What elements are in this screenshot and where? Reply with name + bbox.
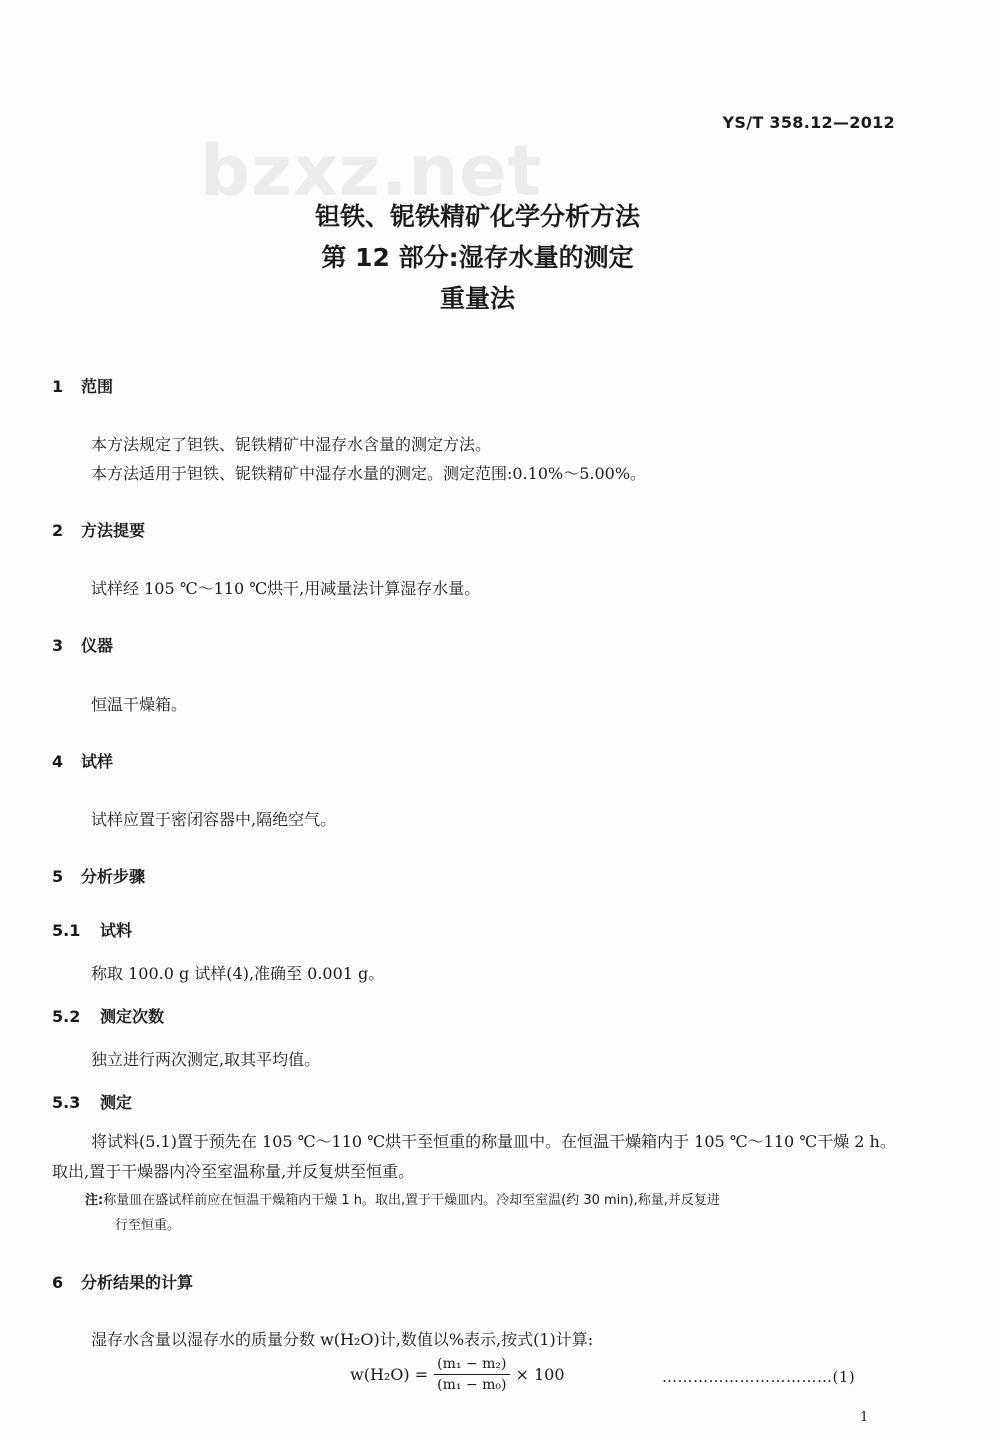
- section-6-heading: [52, 1270, 193, 1293]
- section-title: 方法提要: [81, 521, 146, 540]
- title-line-1: 钽铁、铌铁精矿化学分析方法: [314, 202, 640, 231]
- formula-number-leader: ……………………………(1): [662, 1368, 856, 1386]
- section-4-heading: [52, 749, 113, 772]
- section-number: 2: [52, 521, 64, 540]
- section-5-3-heading: [52, 1090, 132, 1113]
- document-title: [0, 196, 1000, 319]
- page-number: 1: [860, 1410, 869, 1425]
- section-title: 范围: [81, 377, 114, 396]
- formula-rhs: × 100: [515, 1365, 565, 1384]
- section-5-2-heading: [52, 1004, 164, 1027]
- section-5-2-paragraph: 独立进行两次测定,取其平均值。: [91, 1050, 321, 1069]
- formula-1: [350, 1356, 565, 1393]
- section-5-1-paragraph: 称取 100.0 g 试样(4),准确至 0.001 g。: [91, 964, 385, 983]
- section-5-3-paragraph: 将试料(5.1)置于预先在 105 ℃～110 ℃烘干至恒重的称量皿中。在恒温干燥箱内于 105 ℃～110 ℃干燥 2 h。取出,置于干燥器内冷至室温称量,并反复烘至恒重。: [52, 1132, 896, 1181]
- section-6-paragraph: 湿存水含量以湿存水的质量分数 w(H₂O)计,数值以%表示,按式(1)计算:: [91, 1330, 594, 1349]
- note-label: 注:: [85, 1193, 104, 1208]
- section-number: 5.2: [52, 1007, 81, 1026]
- section-title: 分析结果的计算: [81, 1273, 194, 1292]
- section-title: 试样: [81, 752, 114, 771]
- title-line-3: 重量法: [439, 284, 515, 313]
- section-2-heading: [52, 518, 145, 541]
- section-number: 6: [52, 1273, 64, 1292]
- section-2-paragraph: 试样经 105 ℃～110 ℃烘干,用减量法计算湿存水量。: [91, 579, 481, 598]
- section-title: 测定: [100, 1093, 133, 1112]
- formula-denominator: (m₁ − m₀): [437, 1377, 507, 1393]
- section-5-1-heading: [52, 918, 132, 941]
- section-number: 5.3: [52, 1093, 81, 1112]
- section-1-paragraph-1: 本方法规定了钽铁、铌铁精矿中湿存水含量的测定方法。: [91, 435, 492, 454]
- standard-code: YS/T 358.12—2012: [722, 113, 895, 132]
- section-title: 测定次数: [100, 1007, 165, 1026]
- section-1-heading: [52, 374, 113, 397]
- formula-numerator: (m₁ − m₂): [434, 1356, 509, 1375]
- section-number: 4: [52, 752, 64, 771]
- section-title: 分析步骤: [81, 867, 146, 886]
- section-number: 5.1: [52, 921, 81, 940]
- note-text: 称量皿在盛试样前应在恒温干燥箱内干燥 1 h。取出,置于干燥皿内。冷却至室温(约 30 min),称量,并反复进: [103, 1193, 720, 1208]
- section-number: 1: [52, 377, 64, 396]
- title-line-2: 第 12 部分:湿存水量的测定: [321, 243, 634, 272]
- section-number: 3: [52, 636, 64, 655]
- section-4-paragraph: 试样应置于密闭容器中,隔绝空气。: [91, 810, 337, 829]
- section-5-3-note: [85, 1188, 900, 1238]
- section-title: 试料: [100, 921, 133, 940]
- section-3-heading: [52, 633, 113, 656]
- note-continuation: 行至恒重。: [115, 1218, 181, 1233]
- section-5-heading: [52, 864, 145, 887]
- watermark: bzxz.net: [200, 130, 543, 212]
- section-1-paragraph-2: 本方法适用于钽铁、铌铁精矿中湿存水量的测定。测定范围:0.10%～5.00%。: [91, 464, 647, 483]
- section-title: 仪器: [81, 636, 114, 655]
- section-3-paragraph: 恒温干燥箱。: [91, 695, 188, 714]
- formula-lhs: w(H₂O) =: [350, 1365, 429, 1384]
- section-number: 5: [52, 867, 64, 886]
- formula-fraction: [434, 1356, 509, 1393]
